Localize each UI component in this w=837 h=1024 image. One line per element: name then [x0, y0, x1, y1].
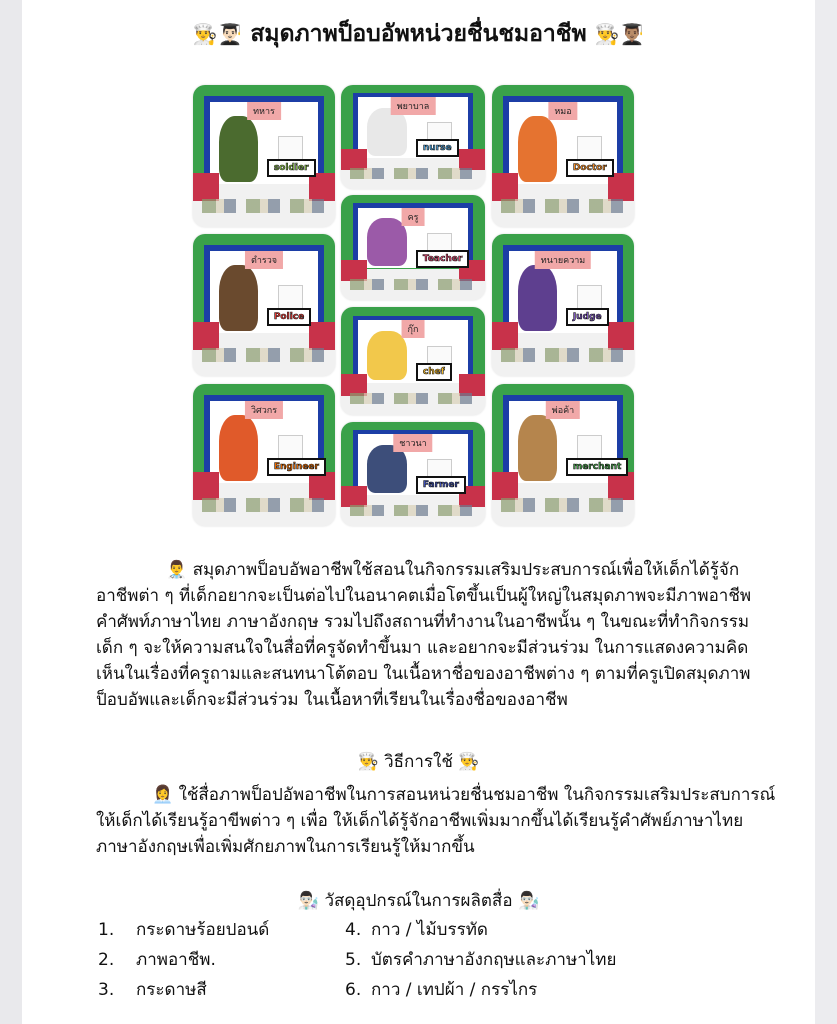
merchant-figure	[518, 415, 558, 480]
photo-chef	[341, 307, 485, 415]
photo-teacher	[341, 195, 485, 300]
english-label: nurse	[416, 139, 459, 157]
office-worker-emoji-icon: 👩‍💼	[152, 785, 174, 805]
title-text: สมุดภาพป็อบอัพหน่วยชื่นชมอาชีพ	[250, 21, 587, 47]
thai-label: พ่อค้า	[546, 401, 580, 419]
photo-farmer	[341, 422, 485, 526]
english-label: Engineer	[267, 458, 326, 476]
engineer-figure	[219, 415, 259, 480]
list-item: 3. กระดาษสี	[98, 980, 207, 1000]
soldier-figure	[219, 116, 259, 181]
materials-heading	[0, 887, 837, 914]
judge-figure	[518, 265, 558, 330]
scientist-emoji-icon: 👨🏻‍🔬	[517, 891, 540, 911]
howto-text: ใช้สื่อภาพป็อปอัพอาชีพในการสอนหน่วยชื่นชมอาชีพ ในกิจกรรมเสริมประสบการณ์ให้เด็กได้เรียนรู้อาขีพต่าว ๆ เพื่อ ให้เด็กได้รู้จักอาชีพเพิ่มมากขึ้นได้เรียนรู้คำศัพย์ภาษาไทย ภาษาอังกฤษเพื่อเพิ่มศักยภาพในการเรียนรู้ให้มากขึ้น	[96, 785, 776, 857]
english-label: Judge	[566, 308, 609, 326]
chef-figure	[367, 331, 407, 381]
thai-label: วิศวกร	[245, 401, 283, 419]
english-label: Police	[267, 308, 311, 326]
english-label: Teacher	[416, 250, 469, 268]
list-item: 1. กระดาษร้อยปอนด์	[98, 920, 270, 940]
thai-label: ครู	[402, 208, 425, 226]
english-label: chef	[416, 363, 452, 381]
thai-label: ทหาร	[247, 102, 281, 120]
list-item: 5. บัตรคำภาษาอังกฤษและภาษาไทย	[345, 950, 617, 970]
chef-graduate-emoji-icon: 👨‍🍳👨🏻‍🎓	[192, 22, 243, 46]
chef-emoji-icon: 👨‍🍳	[357, 752, 379, 772]
photo-judge	[492, 234, 634, 376]
list-item: 4. กาว / ไม้บรรทัด	[345, 920, 488, 940]
intro-text: สมุดภาพป็อบอัพอาชีพใช้สอนในกิจกรรมเสริมประสบการณ์เพื่อให้เด็กได้รู้จักอาชีพต่า ๆ ที่เด็กอยากจะเป็นต่อไปในอนาคตเมื่อโตขึ้นเป็นผู้ใหญ่ในสมุดภาพจะมีภาพอาชีพ คำศัพท์ภาษาไทย ภาษาอังกฤษ รวมไปถึงสถานที่ทำงานในอาชีพนั้น ๆ ในขณะที่ทำกิจกรรมเด็ก ๆ จะให้ความสนใจในสื่อที่ครูจัดทำขึ้นมา และอยากจะมีส่วนร่วม ในการแสดงความคิดเห็นในเรื่องที่ครูถามและสนทนาโต้ตอบ ในเนื้อหาชื่อของอาชีพต่าง ๆ ตามที่ครูเปิดสมุดภาพป็อบอัพและเด็กจะมีส่วนร่วม ในเนื้อหาที่เรียนในเรื่องชื่อของอาชีพ	[96, 560, 752, 710]
list-item: 2. ภาพอาชีพ.	[98, 950, 216, 970]
howto-heading	[0, 748, 837, 775]
english-label: merchant	[566, 458, 628, 476]
list-item: 6. กาว / เทปผ้า / กรรไกร	[345, 980, 538, 1000]
photo-nurse	[341, 85, 485, 189]
english-label: Farmer	[416, 476, 466, 494]
doctor-emoji-icon: 👨‍⚕️	[166, 560, 188, 580]
english-label: Doctor	[566, 159, 614, 177]
police-figure	[219, 265, 259, 330]
english-label: soldier	[267, 159, 316, 177]
thai-label: หมอ	[548, 102, 577, 120]
materials-list-left	[98, 915, 269, 1005]
photo-soldier	[193, 85, 335, 227]
intro-paragraph	[96, 557, 756, 713]
photo-engineer	[193, 384, 335, 526]
chef-graduate-emoji-icon: 👨‍🍳👨🏽‍🎓	[594, 22, 645, 46]
scientist-emoji-icon: 👨🏻‍🔬	[297, 891, 320, 911]
thai-label: ตำรวจ	[245, 251, 283, 269]
materials-list-right	[345, 915, 616, 1005]
photo-police	[193, 234, 335, 376]
chef-emoji-icon: 👨‍🍳	[458, 752, 480, 772]
howto-heading-text: วิธีการใช้	[384, 752, 453, 772]
thai-label: กุ๊ก	[402, 320, 425, 338]
materials-heading-text: วัสดุอุปกรณ์ในการผลิตสื่อ	[324, 891, 513, 911]
howto-paragraph	[96, 782, 786, 860]
doctor-figure	[518, 116, 558, 181]
thai-label: พยาบาล	[391, 97, 436, 115]
thai-label: ชาวนา	[393, 434, 432, 452]
photo-doctor	[492, 85, 634, 227]
thai-label: ทนายความ	[535, 251, 591, 269]
photo-merchant	[492, 384, 634, 526]
